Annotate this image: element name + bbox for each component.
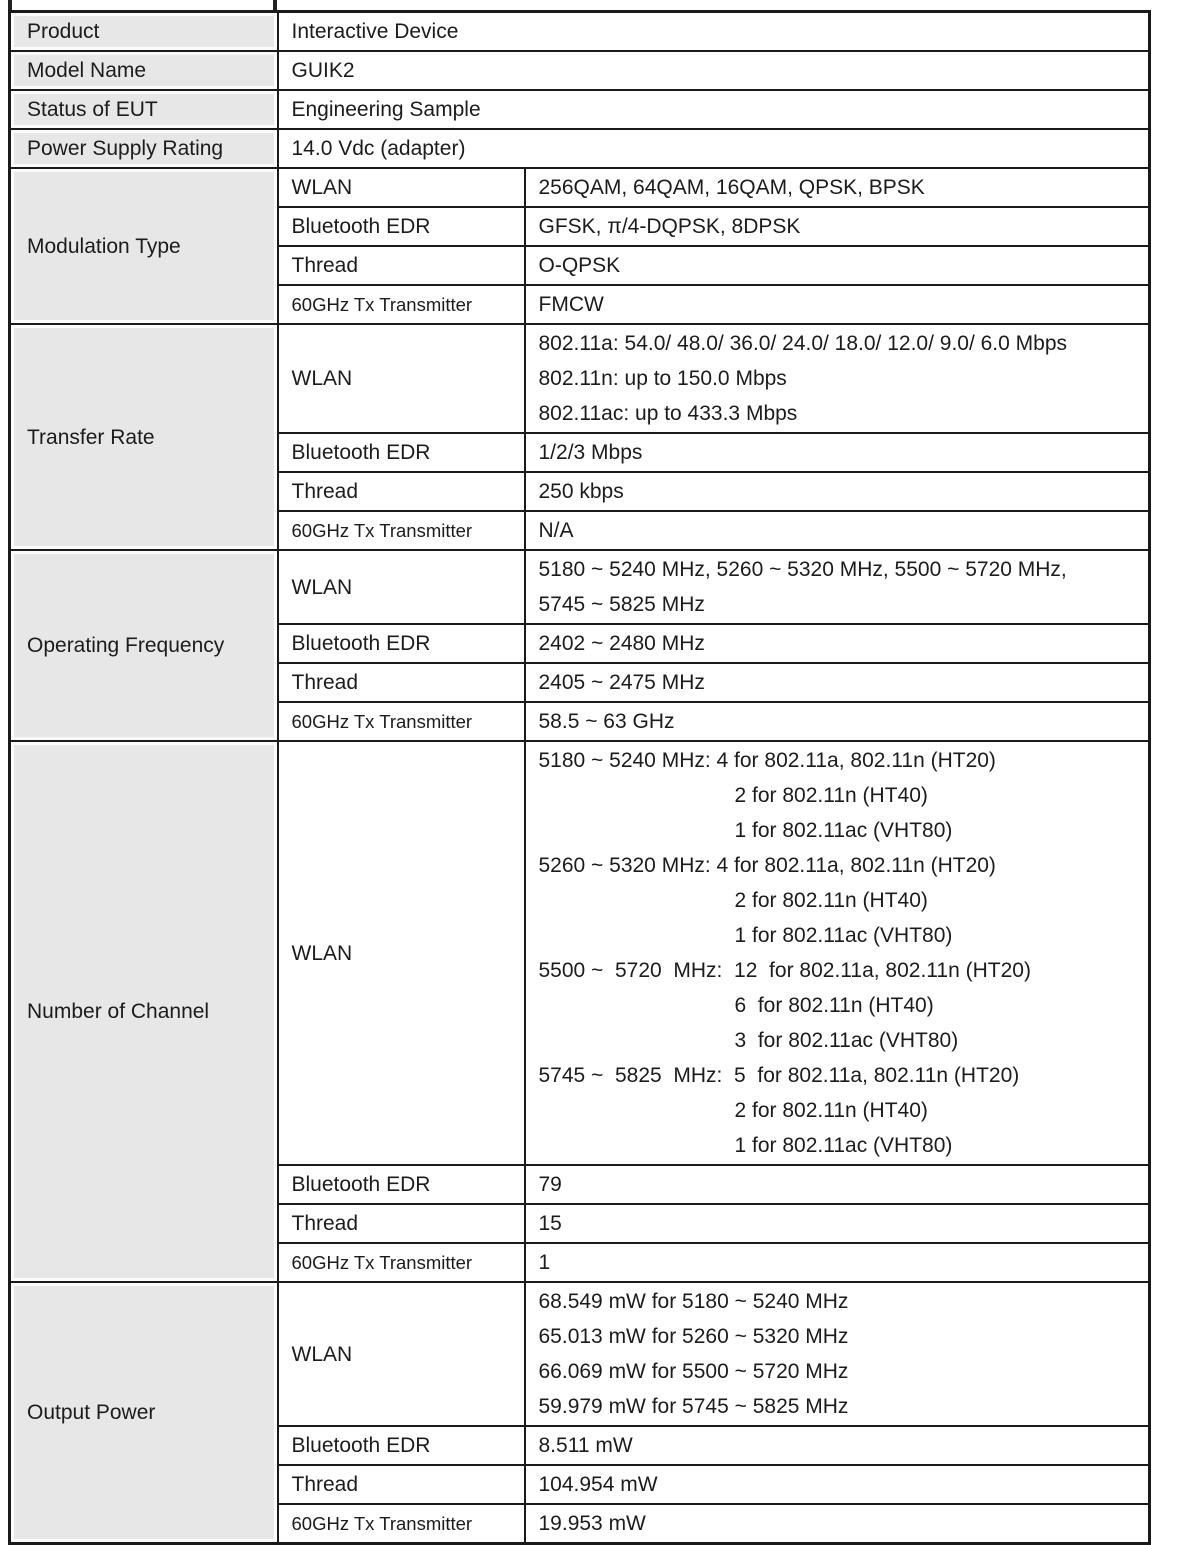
subsystem-bluetooth-edr (278, 207, 525, 246)
row-label-status-of-eut (10, 90, 278, 129)
table-body (10, 12, 1150, 1544)
subsystem-label: Thread (291, 1473, 359, 1496)
subsystem-label: WLAN (291, 1342, 353, 1366)
subsystem-label: WLAN (291, 176, 353, 199)
subsystem-wlan (278, 168, 525, 207)
value-model-name (278, 51, 1150, 90)
row-label-text: Model Name (27, 59, 147, 82)
value-text: Engineering Sample (291, 98, 481, 121)
value-operating-frequency-thread (525, 663, 1150, 702)
subsystem-label: Bluetooth EDR (291, 632, 431, 655)
eut-specification-table (8, 10, 1151, 1545)
value-transfer-rate-thread (525, 472, 1150, 511)
value-transfer-rate-60ghz-tx-transmitter (525, 511, 1150, 550)
value-product (278, 12, 1150, 52)
value-line: 802.11a: 54.0/ 48.0/ 36.0/ 24.0/ 18.0/ 12.0/ 9.0/ 6.0 Mbps (538, 332, 1068, 355)
value-line: FMCW (538, 293, 604, 316)
subsystem-thread (278, 1465, 525, 1504)
value-line: 19.953 mW (538, 1512, 646, 1535)
subsystem-label: Bluetooth EDR (291, 441, 431, 464)
row-label-power-supply-rating (10, 129, 278, 168)
value-line: 15 (538, 1212, 562, 1235)
value-line: 79 (538, 1173, 562, 1196)
table-row-number-of-channel-wlan (10, 741, 1150, 1165)
value-line: 3 for 802.11ac (VHT80) (734, 1029, 959, 1052)
subsystem-label: Thread (291, 1212, 359, 1235)
value-line: O-QPSK (538, 254, 621, 277)
value-line: 6 for 802.11n (HT40) (734, 994, 934, 1017)
value-line: 5180 ~ 5240 MHz, 5260 ~ 5320 MHz, 5500 ~ 5720 MHz, (538, 558, 1067, 581)
table-row-output-power-wlan (10, 1282, 1150, 1426)
value-line: GFSK, π/4-DQPSK, 8DPSK (538, 215, 801, 238)
subsystem-label: WLAN (291, 575, 353, 599)
subsystem-bluetooth-edr (278, 433, 525, 472)
value-line: 1 for 802.11ac (VHT80) (734, 924, 953, 947)
table-row-transfer-rate-wlan (10, 324, 1150, 433)
value-line: 5180 ~ 5240 MHz: 4 for 802.11a, 802.11n (HT20) (538, 749, 996, 772)
row-label-operating-frequency (10, 550, 278, 741)
subsystem-label: 60GHz Tx Transmitter (291, 1252, 473, 1273)
subsystem-label: 60GHz Tx Transmitter (291, 294, 473, 315)
value-modulation-type-60ghz-tx-transmitter (525, 285, 1150, 324)
value-line: 256QAM, 64QAM, 16QAM, QPSK, BPSK (538, 176, 925, 199)
row-label-modulation-type (10, 168, 278, 324)
value-line: 58.5 ~ 63 GHz (538, 710, 675, 733)
subsystem-label: Bluetooth EDR (291, 215, 431, 238)
subsystem-wlan (278, 741, 525, 1165)
subsystem-label: 60GHz Tx Transmitter (291, 520, 473, 541)
table-row-operating-frequency-wlan (10, 550, 1150, 624)
table-row-product (10, 12, 1150, 52)
value-line: 1 (538, 1251, 551, 1274)
subsystem-thread (278, 246, 525, 285)
subsystem-bluetooth-edr (278, 1426, 525, 1465)
row-label-transfer-rate (10, 324, 278, 550)
value-line: 1/2/3 Mbps (538, 441, 643, 464)
value-line: 1 for 802.11ac (VHT80) (734, 1134, 953, 1157)
row-label-text: Transfer Rate (27, 425, 155, 449)
subsystem-label: Bluetooth EDR (291, 1434, 431, 1457)
subsystem-wlan (278, 550, 525, 624)
value-operating-frequency-wlan (525, 550, 1150, 624)
value-number-of-channel-wlan (525, 741, 1150, 1165)
value-line: 5745 ~ 5825 MHz (538, 593, 705, 616)
subsystem-thread (278, 1204, 525, 1243)
value-power-supply-rating (278, 129, 1150, 168)
value-operating-frequency-60ghz-tx-transmitter (525, 702, 1150, 741)
value-text: Interactive Device (291, 20, 459, 43)
value-line: 2 for 802.11n (HT40) (734, 889, 928, 912)
subsystem-bluetooth-edr (278, 1165, 525, 1204)
value-output-power-thread (525, 1465, 1150, 1504)
value-modulation-type-wlan (525, 168, 1150, 207)
subsystem-label: WLAN (291, 941, 353, 965)
value-line: 5745 ~ 5825 MHz: 5 for 802.11a, 802.11n (HT20) (538, 1064, 1020, 1087)
subsystem-label: Thread (291, 480, 359, 503)
subsystem-label: Thread (291, 254, 359, 277)
subsystem-60ghz-tx-transmitter (278, 511, 525, 550)
subsystem-label: Thread (291, 671, 359, 694)
value-status-of-eut (278, 90, 1150, 129)
value-line: 802.11n: up to 150.0 Mbps (538, 367, 787, 390)
value-line: 5260 ~ 5320 MHz: 4 for 802.11a, 802.11n (HT20) (538, 854, 996, 877)
value-line: 2 for 802.11n (HT40) (734, 1099, 928, 1122)
value-line: 250 kbps (538, 480, 624, 503)
value-number-of-channel-60ghz-tx-transmitter (525, 1243, 1150, 1282)
row-label-text: Product (27, 20, 100, 43)
value-text: GUIK2 (291, 59, 355, 82)
value-modulation-type-bluetooth-edr (525, 207, 1150, 246)
value-number-of-channel-thread (525, 1204, 1150, 1243)
row-label-number-of-channel (10, 741, 278, 1282)
value-line: 65.013 mW for 5260 ~ 5320 MHz (538, 1325, 849, 1348)
value-transfer-rate-wlan (525, 324, 1150, 433)
table-row-modulation-type-wlan (10, 168, 1150, 207)
cropped-row-remnant (8, 0, 12, 10)
value-output-power-bluetooth-edr (525, 1426, 1150, 1465)
value-operating-frequency-bluetooth-edr (525, 624, 1150, 663)
subsystem-wlan (278, 324, 525, 433)
table-row-model-name (10, 51, 1150, 90)
row-label-text: Number of Channel (27, 1000, 210, 1023)
subsystem-60ghz-tx-transmitter (278, 1243, 525, 1282)
row-label-text: Operating Frequency (27, 634, 225, 657)
value-modulation-type-thread (525, 246, 1150, 285)
subsystem-60ghz-tx-transmitter (278, 1504, 525, 1544)
subsystem-thread (278, 663, 525, 702)
row-label-output-power (10, 1282, 278, 1544)
value-line: 802.11ac: up to 433.3 Mbps (538, 402, 798, 425)
subsystem-60ghz-tx-transmitter (278, 702, 525, 741)
subsystem-label: 60GHz Tx Transmitter (291, 1513, 473, 1534)
table-row-status-of-eut (10, 90, 1150, 129)
subsystem-label: WLAN (291, 367, 353, 390)
value-number-of-channel-bluetooth-edr (525, 1165, 1150, 1204)
value-line: 1 for 802.11ac (VHT80) (734, 819, 953, 842)
value-output-power-wlan (525, 1282, 1150, 1426)
value-output-power-60ghz-tx-transmitter (525, 1504, 1150, 1544)
row-label-text: Power Supply Rating (27, 137, 224, 160)
value-line: 5500 ~ 5720 MHz: 12 for 802.11a, 802.11n (HT20) (538, 959, 1031, 982)
row-label-model-name (10, 51, 278, 90)
value-line: 59.979 mW for 5745 ~ 5825 MHz (538, 1395, 849, 1418)
value-transfer-rate-bluetooth-edr (525, 433, 1150, 472)
subsystem-label: Bluetooth EDR (291, 1173, 431, 1196)
value-line: 104.954 mW (538, 1473, 658, 1496)
value-line: 68.549 mW for 5180 ~ 5240 MHz (538, 1290, 849, 1313)
subsystem-label: 60GHz Tx Transmitter (291, 711, 473, 732)
row-label-text: Status of EUT (27, 98, 158, 121)
row-label-text: Output Power (27, 1401, 156, 1424)
value-line: 8.511 mW (538, 1434, 633, 1457)
row-label-text: Modulation Type (27, 234, 181, 258)
value-text: 14.0 Vdc (adapter) (291, 137, 466, 160)
value-line: N/A (538, 519, 574, 542)
value-line: 2402 ~ 2480 MHz (538, 632, 705, 655)
value-line: 66.069 mW for 5500 ~ 5720 MHz (538, 1360, 849, 1383)
table-row-power-supply-rating (10, 129, 1150, 168)
cropped-row-remnant (273, 0, 277, 10)
subsystem-wlan (278, 1282, 525, 1426)
value-line: 2 for 802.11n (HT40) (734, 784, 928, 807)
subsystem-60ghz-tx-transmitter (278, 285, 525, 324)
subsystem-bluetooth-edr (278, 624, 525, 663)
row-label-product (10, 12, 278, 52)
value-line: 2405 ~ 2475 MHz (538, 671, 705, 694)
subsystem-thread (278, 472, 525, 511)
